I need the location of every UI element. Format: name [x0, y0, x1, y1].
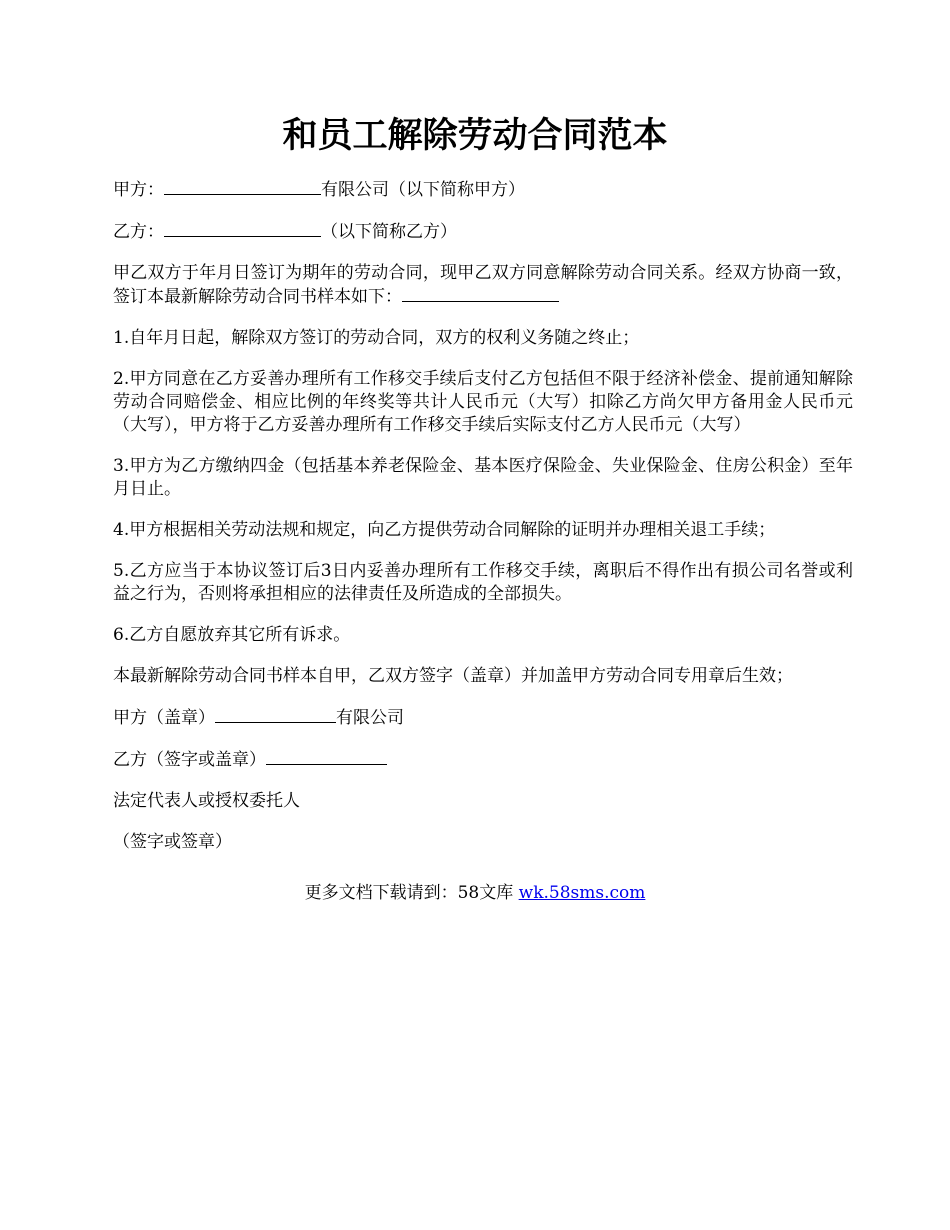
sign-b-prefix: 乙方（签字或盖章）	[113, 750, 266, 770]
footer-text: 更多文档下载请到：58文库	[304, 883, 519, 903]
clause-2: 2.甲方同意在乙方妥善办理所有工作移交手续后支付乙方包括但不限于经济补偿金、提前通知解除劳动合同赔偿金、相应比例的年终奖等共计人民币元（大写）扣除乙方尚欠甲方备用金人民币元（大写），甲方将于乙方妥善办理所有工作移交手续后实际支付乙方人民币元（大写）	[113, 369, 853, 435]
party-a-prefix: 甲方：	[113, 180, 164, 200]
clause-1: 1.自年月日起，解除双方签订的劳动合同，双方的权利义务随之终止；	[113, 328, 640, 348]
party-a-blank	[164, 178, 321, 195]
sign-a-line	[113, 706, 853, 730]
sign-a-prefix: 甲方（盖章）	[113, 708, 215, 728]
legal-representative: 法定代表人或授权委托人	[113, 791, 300, 811]
sign-b-line	[113, 748, 853, 772]
party-a-suffix: 有限公司（以下简称甲方）	[321, 180, 525, 200]
party-a-line	[113, 178, 853, 202]
intro-blank	[402, 285, 559, 302]
sign-a-blank	[215, 706, 336, 723]
intro-text: 甲乙双方于年月日签订为期年的劳动合同，现甲乙双方同意解除劳动合同关系。经双方协商一致，签订本最新解除劳动合同书样本如下：	[113, 263, 853, 307]
party-b-suffix: （以下简称乙方）	[321, 222, 457, 242]
footer-link[interactable]: wk.58sms.com	[518, 883, 646, 903]
clause-4: 4.甲方根据相关劳动法规和规定，向乙方提供劳动合同解除的证明并办理相关退工手续；	[113, 520, 776, 540]
effect-paragraph: 本最新解除劳动合同书样本自甲，乙双方签字（盖章）并加盖甲方劳动合同专用章后生效；	[113, 666, 793, 686]
clause-5: 5.乙方应当于本协议签订后3日内妥善办理所有工作移交手续，离职后不得作出有损公司名誉或利益之行为，否则将承担相应的法律责任及所造成的全部损失。	[113, 561, 853, 604]
party-b-prefix: 乙方：	[113, 222, 164, 242]
footer	[0, 882, 950, 905]
intro-paragraph	[113, 262, 853, 309]
sign-note: （签字或签章）	[113, 832, 232, 852]
sign-a-suffix: 有限公司	[336, 708, 404, 728]
document-title: 和员工解除劳动合同范本	[282, 115, 668, 156]
party-b-blank	[164, 220, 321, 237]
party-b-line	[113, 220, 853, 244]
clause-6: 6.乙方自愿放弃其它所有诉求。	[113, 625, 351, 645]
clause-3: 3.甲方为乙方缴纳四金（包括基本养老保险金、基本医疗保险金、失业保险金、住房公积金）至年月日止。	[113, 456, 853, 499]
document-body	[113, 178, 853, 872]
sign-b-blank	[266, 748, 387, 765]
